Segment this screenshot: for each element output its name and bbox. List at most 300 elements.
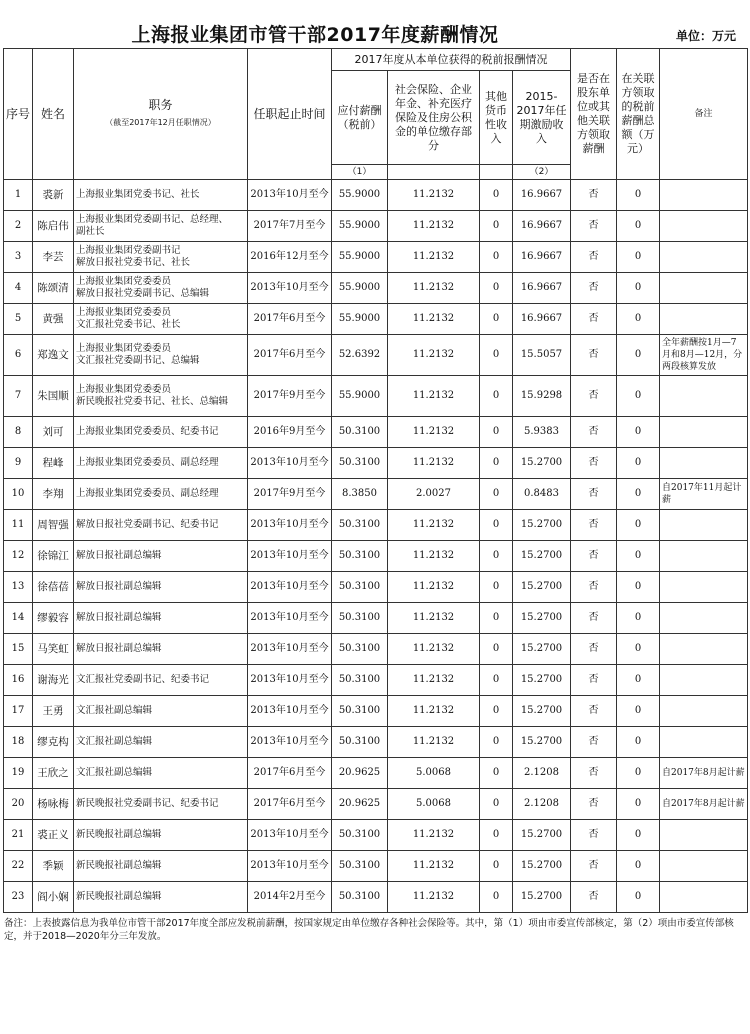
incentive-cell: 0.8483 — [513, 479, 571, 510]
person-name: 徐锦江 — [33, 541, 74, 572]
related-pay-cell: 0 — [617, 211, 660, 242]
position-cell — [74, 242, 248, 273]
position-line: 文汇报社副总编辑 — [76, 705, 153, 716]
person-name: 刘可 — [33, 417, 74, 448]
salary-cell: 50.3100 — [332, 510, 388, 541]
related-pay-cell: 0 — [617, 727, 660, 758]
other-income-cell: 0 — [480, 541, 513, 572]
incentive-cell: 15.2700 — [513, 603, 571, 634]
salary-cell: 50.3100 — [332, 696, 388, 727]
table-row — [4, 273, 748, 304]
incentive-cell: 15.2700 — [513, 510, 571, 541]
shareholder-cell: 否 — [571, 851, 617, 882]
person-name: 李翔 — [33, 479, 74, 510]
incentive-cell: 16.9667 — [513, 180, 571, 211]
remark-cell: 自2017年11月起计薪 — [660, 479, 748, 510]
related-pay-cell: 0 — [617, 665, 660, 696]
term-cell: 2014年2月至今 — [248, 882, 332, 913]
salary-cell: 50.3100 — [332, 851, 388, 882]
salary-cell: 50.3100 — [332, 541, 388, 572]
social-cell: 5.0068 — [388, 789, 480, 820]
position-cell — [74, 603, 248, 634]
row-number: 14 — [4, 603, 33, 634]
row-number: 13 — [4, 572, 33, 603]
person-name: 裘正义 — [33, 820, 74, 851]
position-line: 上海报业集团党委委员 — [76, 343, 172, 354]
salary-cell: 20.9625 — [332, 789, 388, 820]
remark-cell — [660, 273, 748, 304]
position-line: 文汇报社党委书记、社长 — [76, 319, 181, 330]
shareholder-cell: 否 — [571, 417, 617, 448]
social-cell: 11.2132 — [388, 335, 480, 376]
shareholder-cell: 否 — [571, 180, 617, 211]
table-row — [4, 603, 748, 634]
shareholder-cell: 否 — [571, 789, 617, 820]
other-income-cell: 0 — [480, 758, 513, 789]
other-income-cell: 0 — [480, 335, 513, 376]
incentive-cell: 15.2700 — [513, 448, 571, 479]
salary-cell: 8.3850 — [332, 479, 388, 510]
term-cell: 2013年10月至今 — [248, 603, 332, 634]
row-number: 15 — [4, 634, 33, 665]
position-line: 新民晚报社副总编辑 — [76, 860, 162, 871]
row-number: 16 — [4, 665, 33, 696]
remark-cell — [660, 376, 748, 417]
position-cell — [74, 851, 248, 882]
person-name: 黄强 — [33, 304, 74, 335]
incentive-cell: 15.2700 — [513, 665, 571, 696]
row-number: 3 — [4, 242, 33, 273]
row-number: 6 — [4, 335, 33, 376]
person-name: 王欣之 — [33, 758, 74, 789]
incentive-cell: 15.2700 — [513, 572, 571, 603]
term-cell: 2017年9月至今 — [248, 376, 332, 417]
person-name: 谢海光 — [33, 665, 74, 696]
position-line: 解放日报社党委副书记、纪委书记 — [76, 519, 219, 530]
position-line: 上海报业集团党委委员 — [76, 276, 172, 287]
related-pay-cell: 0 — [617, 479, 660, 510]
related-pay-cell: 0 — [617, 242, 660, 273]
page-title: 上海报业集团市管干部2017年度薪酬情况 — [131, 24, 499, 46]
remark-cell — [660, 417, 748, 448]
table-row — [4, 665, 748, 696]
position-line: 文汇报社党委副书记、纪委书记 — [76, 674, 210, 685]
remark-cell — [660, 180, 748, 211]
social-cell: 11.2132 — [388, 510, 480, 541]
table-row — [4, 479, 748, 510]
related-pay-cell: 0 — [617, 510, 660, 541]
term-cell: 2013年10月至今 — [248, 634, 332, 665]
header-shareholder: 是否在股东单位或其他关联方领取薪酬 — [571, 49, 617, 180]
term-cell: 2017年6月至今 — [248, 335, 332, 376]
remark-cell — [660, 242, 748, 273]
related-pay-cell: 0 — [617, 273, 660, 304]
header-position — [74, 49, 248, 180]
other-income-cell: 0 — [480, 448, 513, 479]
footnote: 备注：上表披露信息为我单位市管干部2017年度全部应发税前薪酬，按国家规定由单位缴存各种社会保险等。其中，第（1）项由市委宣传部核定，第（2）项由市委宣传部核定，并于2018—2020年分三年发放。 — [4, 918, 734, 942]
position-cell — [74, 304, 248, 335]
related-pay-cell: 0 — [617, 789, 660, 820]
position-line: 解放日报社副总编辑 — [76, 643, 162, 654]
table-row — [4, 634, 748, 665]
term-cell: 2013年10月至今 — [248, 448, 332, 479]
term-cell: 2016年9月至今 — [248, 417, 332, 448]
table-row — [4, 727, 748, 758]
salary-cell: 55.9000 — [332, 376, 388, 417]
other-income-cell: 0 — [480, 696, 513, 727]
position-cell — [74, 273, 248, 304]
remark-cell — [660, 634, 748, 665]
row-number: 11 — [4, 510, 33, 541]
other-income-cell: 0 — [480, 479, 513, 510]
header-other: 其他货币性收入 — [480, 71, 513, 165]
remark-cell — [660, 448, 748, 479]
position-cell — [74, 335, 248, 376]
related-pay-cell: 0 — [617, 820, 660, 851]
incentive-cell: 16.9667 — [513, 211, 571, 242]
shareholder-cell: 否 — [571, 335, 617, 376]
table-row — [4, 180, 748, 211]
shareholder-cell: 否 — [571, 572, 617, 603]
row-number: 12 — [4, 541, 33, 572]
related-pay-cell: 0 — [617, 882, 660, 913]
row-number: 7 — [4, 376, 33, 417]
position-line: 上海报业集团党委委员、纪委书记 — [76, 426, 219, 437]
social-cell: 11.2132 — [388, 211, 480, 242]
row-number: 8 — [4, 417, 33, 448]
shareholder-cell: 否 — [571, 634, 617, 665]
position-line: 文汇报社副总编辑 — [76, 736, 153, 747]
incentive-cell: 2.1208 — [513, 758, 571, 789]
position-cell — [74, 665, 248, 696]
social-cell: 11.2132 — [388, 665, 480, 696]
remark-cell — [660, 696, 748, 727]
shareholder-cell: 否 — [571, 696, 617, 727]
incentive-cell: 16.9667 — [513, 242, 571, 273]
position-line: 文汇报社党委副书记、总编辑 — [76, 355, 200, 366]
social-cell: 11.2132 — [388, 727, 480, 758]
row-number: 21 — [4, 820, 33, 851]
remark-cell — [660, 510, 748, 541]
header-position-label: 职务 — [148, 98, 173, 112]
related-pay-cell: 0 — [617, 634, 660, 665]
header-name: 姓名 — [33, 49, 74, 180]
remark-cell — [660, 820, 748, 851]
position-line: 解放日报社党委副书记、总编辑 — [76, 288, 210, 299]
remark-cell — [660, 572, 748, 603]
incentive-cell: 15.2700 — [513, 820, 571, 851]
salary-cell: 55.9000 — [332, 211, 388, 242]
term-cell: 2013年10月至今 — [248, 572, 332, 603]
incentive-cell: 15.2700 — [513, 882, 571, 913]
other-income-cell: 0 — [480, 417, 513, 448]
related-pay-cell: 0 — [617, 758, 660, 789]
shareholder-cell: 否 — [571, 242, 617, 273]
shareholder-cell: 否 — [571, 479, 617, 510]
term-cell: 2016年12月至今 — [248, 242, 332, 273]
position-line: 上海报业集团党委副书记、总经理、 — [76, 214, 229, 225]
other-income-cell: 0 — [480, 572, 513, 603]
position-line: 上海报业集团党委委员、副总经理 — [76, 488, 219, 499]
salary-cell: 55.9000 — [332, 273, 388, 304]
term-cell: 2013年10月至今 — [248, 727, 332, 758]
social-cell: 11.2132 — [388, 634, 480, 665]
shareholder-cell: 否 — [571, 211, 617, 242]
related-pay-cell: 0 — [617, 180, 660, 211]
table-row — [4, 376, 748, 417]
header-blank — [480, 165, 513, 180]
social-cell: 11.2132 — [388, 603, 480, 634]
other-income-cell: 0 — [480, 211, 513, 242]
term-cell: 2013年10月至今 — [248, 820, 332, 851]
table-row — [4, 211, 748, 242]
related-pay-cell: 0 — [617, 696, 660, 727]
term-cell: 2017年9月至今 — [248, 479, 332, 510]
other-income-cell: 0 — [480, 820, 513, 851]
salary-table — [3, 48, 748, 913]
position-cell — [74, 541, 248, 572]
salary-cell: 55.9000 — [332, 180, 388, 211]
remark-cell — [660, 665, 748, 696]
position-cell — [74, 510, 248, 541]
other-income-cell: 0 — [480, 882, 513, 913]
term-cell: 2013年10月至今 — [248, 273, 332, 304]
related-pay-cell: 0 — [617, 448, 660, 479]
table-row — [4, 851, 748, 882]
term-cell: 2013年10月至今 — [248, 665, 332, 696]
row-number: 19 — [4, 758, 33, 789]
header-remark: 备注 — [660, 49, 748, 180]
header-incentive: 2015-2017年任期激励收入 — [513, 71, 571, 165]
position-line: 新民晚报社副总编辑 — [76, 829, 162, 840]
position-line: 副社长 — [76, 226, 105, 237]
header-mark-2: （2） — [513, 165, 571, 180]
position-cell — [74, 696, 248, 727]
row-number: 10 — [4, 479, 33, 510]
person-name: 王勇 — [33, 696, 74, 727]
person-name: 裘新 — [33, 180, 74, 211]
other-income-cell: 0 — [480, 242, 513, 273]
social-cell: 11.2132 — [388, 820, 480, 851]
table-row — [4, 696, 748, 727]
incentive-cell: 16.9667 — [513, 273, 571, 304]
person-name: 徐蓓蓓 — [33, 572, 74, 603]
other-income-cell: 0 — [480, 273, 513, 304]
position-cell — [74, 417, 248, 448]
remark-cell — [660, 304, 748, 335]
term-cell: 2013年10月至今 — [248, 541, 332, 572]
other-income-cell: 0 — [480, 603, 513, 634]
table-body — [4, 180, 748, 913]
row-number: 23 — [4, 882, 33, 913]
social-cell: 11.2132 — [388, 696, 480, 727]
term-cell: 2013年10月至今 — [248, 180, 332, 211]
table-row — [4, 541, 748, 572]
salary-cell: 50.3100 — [332, 727, 388, 758]
person-name: 缪毅容 — [33, 603, 74, 634]
position-line: 上海报业集团党委副书记 — [76, 245, 181, 256]
table-row — [4, 304, 748, 335]
social-cell: 11.2132 — [388, 572, 480, 603]
term-cell: 2017年7月至今 — [248, 211, 332, 242]
social-cell: 11.2132 — [388, 242, 480, 273]
position-cell — [74, 211, 248, 242]
other-income-cell: 0 — [480, 665, 513, 696]
salary-cell: 50.3100 — [332, 882, 388, 913]
header-salary: 应付薪酬（税前） — [332, 71, 388, 165]
header-mark-1: （1） — [332, 165, 388, 180]
salary-cell: 52.6392 — [332, 335, 388, 376]
incentive-cell: 2.1208 — [513, 789, 571, 820]
person-name: 郑逸文 — [33, 335, 74, 376]
table-row — [4, 758, 748, 789]
related-pay-cell: 0 — [617, 572, 660, 603]
related-pay-cell: 0 — [617, 304, 660, 335]
person-name: 陈颂清 — [33, 273, 74, 304]
social-cell: 11.2132 — [388, 273, 480, 304]
row-number: 2 — [4, 211, 33, 242]
position-cell — [74, 376, 248, 417]
social-cell: 11.2132 — [388, 851, 480, 882]
other-income-cell: 0 — [480, 634, 513, 665]
position-cell — [74, 882, 248, 913]
remark-cell — [660, 851, 748, 882]
related-pay-cell: 0 — [617, 335, 660, 376]
person-name: 李芸 — [33, 242, 74, 273]
position-line: 解放日报社副总编辑 — [76, 581, 162, 592]
row-number: 9 — [4, 448, 33, 479]
incentive-cell: 15.9298 — [513, 376, 571, 417]
remark-cell — [660, 211, 748, 242]
incentive-cell: 16.9667 — [513, 304, 571, 335]
position-cell — [74, 820, 248, 851]
incentive-cell: 15.5057 — [513, 335, 571, 376]
related-pay-cell: 0 — [617, 417, 660, 448]
salary-cell: 50.3100 — [332, 665, 388, 696]
position-line: 上海报业集团党委委员 — [76, 307, 172, 318]
table-row — [4, 242, 748, 273]
position-line: 解放日报社副总编辑 — [76, 550, 162, 561]
term-cell: 2013年10月至今 — [248, 510, 332, 541]
social-cell: 11.2132 — [388, 304, 480, 335]
position-cell — [74, 789, 248, 820]
position-line: 上海报业集团党委委员 — [76, 384, 172, 395]
shareholder-cell: 否 — [571, 603, 617, 634]
remark-cell — [660, 882, 748, 913]
unit-label: 单位：万元 — [675, 29, 736, 43]
header-group: 2017年度从本单位获得的税前报酬情况 — [332, 49, 571, 71]
remark-cell — [660, 541, 748, 572]
row-number: 22 — [4, 851, 33, 882]
shareholder-cell: 否 — [571, 448, 617, 479]
position-cell — [74, 727, 248, 758]
position-cell — [74, 758, 248, 789]
table-row — [4, 789, 748, 820]
term-cell: 2013年10月至今 — [248, 696, 332, 727]
social-cell: 11.2132 — [388, 882, 480, 913]
salary-cell: 50.3100 — [332, 603, 388, 634]
position-line: 解放日报社党委书记、社长 — [76, 257, 191, 268]
incentive-cell: 15.2700 — [513, 696, 571, 727]
header-related: 在关联方领取的税前薪酬总额（万元） — [617, 49, 660, 180]
incentive-cell: 15.2700 — [513, 851, 571, 882]
position-cell — [74, 448, 248, 479]
incentive-cell: 15.2700 — [513, 727, 571, 758]
header-social: 社会保险、企业年金、补充医疗保险及住房公积金的单位缴存部分 — [388, 71, 480, 165]
salary-cell: 20.9625 — [332, 758, 388, 789]
row-number: 1 — [4, 180, 33, 211]
incentive-cell: 15.2700 — [513, 634, 571, 665]
person-name: 季颖 — [33, 851, 74, 882]
shareholder-cell: 否 — [571, 376, 617, 417]
shareholder-cell: 否 — [571, 758, 617, 789]
position-line: 新民晚报社副总编辑 — [76, 891, 162, 902]
social-cell: 11.2132 — [388, 541, 480, 572]
social-cell: 11.2132 — [388, 417, 480, 448]
row-number: 17 — [4, 696, 33, 727]
related-pay-cell: 0 — [617, 851, 660, 882]
social-cell: 11.2132 — [388, 448, 480, 479]
salary-cell: 50.3100 — [332, 448, 388, 479]
position-cell — [74, 572, 248, 603]
salary-cell: 55.9000 — [332, 304, 388, 335]
person-name: 杨咏梅 — [33, 789, 74, 820]
shareholder-cell: 否 — [571, 665, 617, 696]
incentive-cell: 5.9383 — [513, 417, 571, 448]
social-cell: 2.0027 — [388, 479, 480, 510]
table-row — [4, 572, 748, 603]
position-cell — [74, 634, 248, 665]
table-row — [4, 417, 748, 448]
table-row — [4, 335, 748, 376]
person-name: 阎小娴 — [33, 882, 74, 913]
table-row — [4, 510, 748, 541]
position-line: 文汇报社副总编辑 — [76, 767, 153, 778]
shareholder-cell: 否 — [571, 727, 617, 758]
row-number: 18 — [4, 727, 33, 758]
salary-cell: 50.3100 — [332, 634, 388, 665]
row-number: 20 — [4, 789, 33, 820]
position-line: 新民晚报社党委书记、社长、总编辑 — [76, 396, 229, 407]
other-income-cell: 0 — [480, 727, 513, 758]
shareholder-cell: 否 — [571, 510, 617, 541]
other-income-cell: 0 — [480, 851, 513, 882]
shareholder-cell: 否 — [571, 882, 617, 913]
salary-cell: 50.3100 — [332, 417, 388, 448]
header-blank — [388, 165, 480, 180]
remark-cell: 自2017年8月起计薪 — [660, 789, 748, 820]
other-income-cell: 0 — [480, 376, 513, 417]
position-cell — [74, 180, 248, 211]
term-cell: 2017年6月至今 — [248, 304, 332, 335]
incentive-cell: 15.2700 — [513, 541, 571, 572]
salary-cell: 55.9000 — [332, 242, 388, 273]
related-pay-cell: 0 — [617, 541, 660, 572]
shareholder-cell: 否 — [571, 820, 617, 851]
remark-cell: 全年薪酬按1月—7月和8月—12月，分两段核算发放 — [660, 335, 748, 376]
social-cell: 11.2132 — [388, 376, 480, 417]
row-number: 5 — [4, 304, 33, 335]
social-cell: 11.2132 — [388, 180, 480, 211]
related-pay-cell: 0 — [617, 376, 660, 417]
position-cell — [74, 479, 248, 510]
position-line: 上海报业集团党委书记、社长 — [76, 189, 200, 200]
header-seq: 序号 — [4, 49, 33, 180]
remark-cell — [660, 727, 748, 758]
position-line: 解放日报社副总编辑 — [76, 612, 162, 623]
person-name: 缪克构 — [33, 727, 74, 758]
person-name: 陈启伟 — [33, 211, 74, 242]
